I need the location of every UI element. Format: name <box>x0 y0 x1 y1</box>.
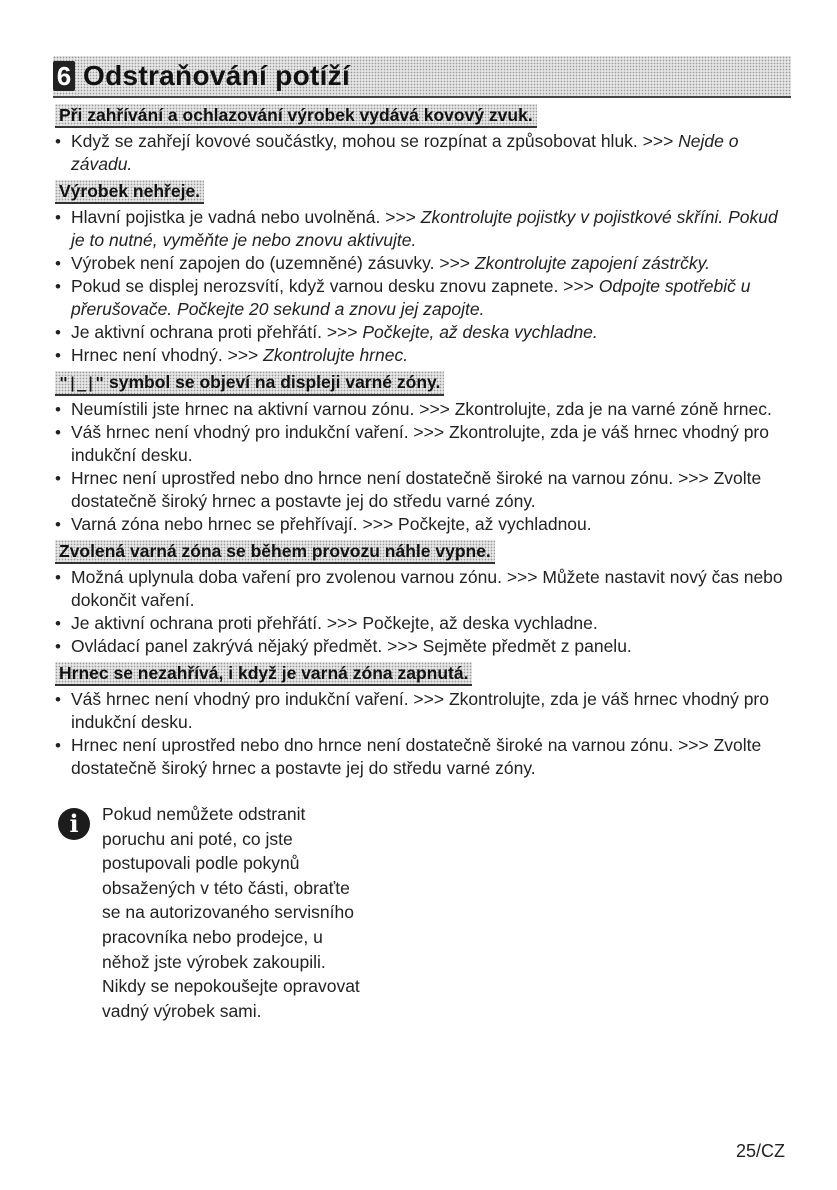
info-line: vadný výrobek sami. <box>102 1000 262 1021</box>
list-item <box>55 321 790 344</box>
list-item <box>55 467 790 513</box>
cause-text: Hrnec není vhodný. >>> <box>71 345 264 365</box>
info-line: poruchu ani poté, co jste <box>102 828 293 849</box>
action-text: Odpojte spotřebič u přerušovače. Počkejte 20 sekund a znovu jej zapojte. <box>71 276 751 319</box>
info-line: pracovníka nebo prodejce, u <box>102 926 323 947</box>
list-item <box>55 635 790 658</box>
list-item <box>55 206 790 252</box>
cause-list <box>55 206 790 367</box>
list-item <box>55 130 790 176</box>
info-text <box>102 802 402 1023</box>
action-text: Počkejte, až deska vychladne. <box>362 322 598 342</box>
section-heading <box>55 540 495 564</box>
section-heading <box>55 371 444 396</box>
action-text: Nejde o závadu. <box>71 131 739 174</box>
list-item <box>55 566 790 612</box>
cause-text: Je aktivní ochrana proti přehřátí. >>> Počkejte, až deska vychladne. <box>71 613 598 633</box>
cause-text: Je aktivní ochrana proti přehřátí. >>> <box>71 322 363 342</box>
list-item <box>55 344 790 367</box>
cause-text: Váš hrnec není vhodný pro indukční vaření. >>> Zkontrolujte, zda je váš hrnec vhodný pro indukční desku. <box>71 422 769 465</box>
info-line: postupovali podle pokynů <box>102 853 300 874</box>
cause-text: Neumístili jste hrnec na aktivní varnou zónu. >>> Zkontrolujte, zda je na varné zóně hrnec. <box>71 399 772 419</box>
chapter-header <box>53 56 791 98</box>
cause-list <box>55 688 790 780</box>
cause-text: Ovládací panel zakrývá nějaký předmět. >>> Sejměte předmět z panelu. <box>71 636 632 656</box>
info-line: se na autorizovaného servisního <box>102 902 354 923</box>
cause-text: Když se zahřejí kovové součástky, mohou se rozpínat a způsobovat hluk. >>> <box>71 131 679 151</box>
section-heading <box>55 104 537 128</box>
list-item <box>55 252 790 275</box>
list-item <box>55 421 790 467</box>
action-text: Zkontrolujte hrnec. <box>263 345 409 365</box>
cause-text: Výrobek není zapojen do (uzemněné) zásuvky. >>> <box>71 253 475 273</box>
cause-text: Hrnec není uprostřed nebo dno hrnce není dostatečně široké na varnou zónu. >>> Zvolte dostatečně široký hrnec a postavte jej do středu varné zóny. <box>71 468 762 511</box>
cause-list <box>55 398 790 536</box>
cause-text: Pokud se displej nerozsvítí, když varnou desku znovu zapnete. >>> <box>71 276 599 296</box>
cause-text: Varná zóna nebo hrnec se přehřívají. >>> Počkejte, až vychladnou. <box>71 514 592 534</box>
troubleshooting-content <box>55 102 790 782</box>
section-heading-text: Zvolená varná zóna se během provozu náhle vypne. <box>59 541 491 561</box>
list-item <box>55 734 790 780</box>
section-heading-text: Hrnec se nezahřívá, i když je varná zóna zapnutá. <box>59 663 469 683</box>
cause-text: Hrnec není uprostřed nebo dno hrnce není dostatečně široké na varnou zónu. >>> Zvolte dostatečně široký hrnec a postavte jej do středu varné zóny. <box>71 735 762 778</box>
info-line: Pokud nemůžete odstranit <box>102 804 306 824</box>
pan-symbol: "|_|" <box>59 374 105 392</box>
section-heading-text: Výrobek nehřeje. <box>59 181 201 201</box>
info-line: něhož jste výrobek zakoupili. <box>102 951 326 972</box>
list-item <box>55 513 790 536</box>
cause-text: Hlavní pojistka je vadná nebo uvolněná. >>> <box>71 207 421 227</box>
chapter-number: 6 <box>53 61 75 91</box>
list-item <box>55 688 790 734</box>
section-heading <box>55 662 472 686</box>
action-text: Zkontrolujte zapojení zástrčky. <box>474 253 710 273</box>
cause-text: Možná uplynula doba vaření pro zvolenou varnou zónu. >>> Můžete nastavit nový čas nebo dokončit vaření. <box>71 567 783 610</box>
section-heading <box>55 180 204 204</box>
list-item <box>55 612 790 635</box>
cause-text: Váš hrnec není vhodný pro indukční vaření. >>> Zkontrolujte, zda je váš hrnec vhodný pro indukční desku. <box>71 689 769 732</box>
info-icon: i <box>58 808 90 840</box>
info-line: Nikdy se nepokoušejte opravovat <box>102 976 360 997</box>
info-line: obsažených v této části, obraťte <box>102 877 350 898</box>
cause-list <box>55 566 790 658</box>
section-heading-text: Při zahřívání a ochlazování výrobek vydává kovový zvuk. <box>59 105 533 125</box>
action-text: Zkontrolujte pojistky v pojistkové skříni. Pokud je to nutné, vyměňte je nebo znovu aktivujte. <box>71 207 778 250</box>
chapter-title: Odstraňování potíží <box>83 60 351 91</box>
list-item <box>55 275 790 321</box>
list-item <box>55 398 790 421</box>
cause-list <box>55 130 790 176</box>
page-number: 25/CZ <box>735 1141 785 1161</box>
section-heading-text: symbol se objeví na displeji varné zóny. <box>104 372 441 392</box>
